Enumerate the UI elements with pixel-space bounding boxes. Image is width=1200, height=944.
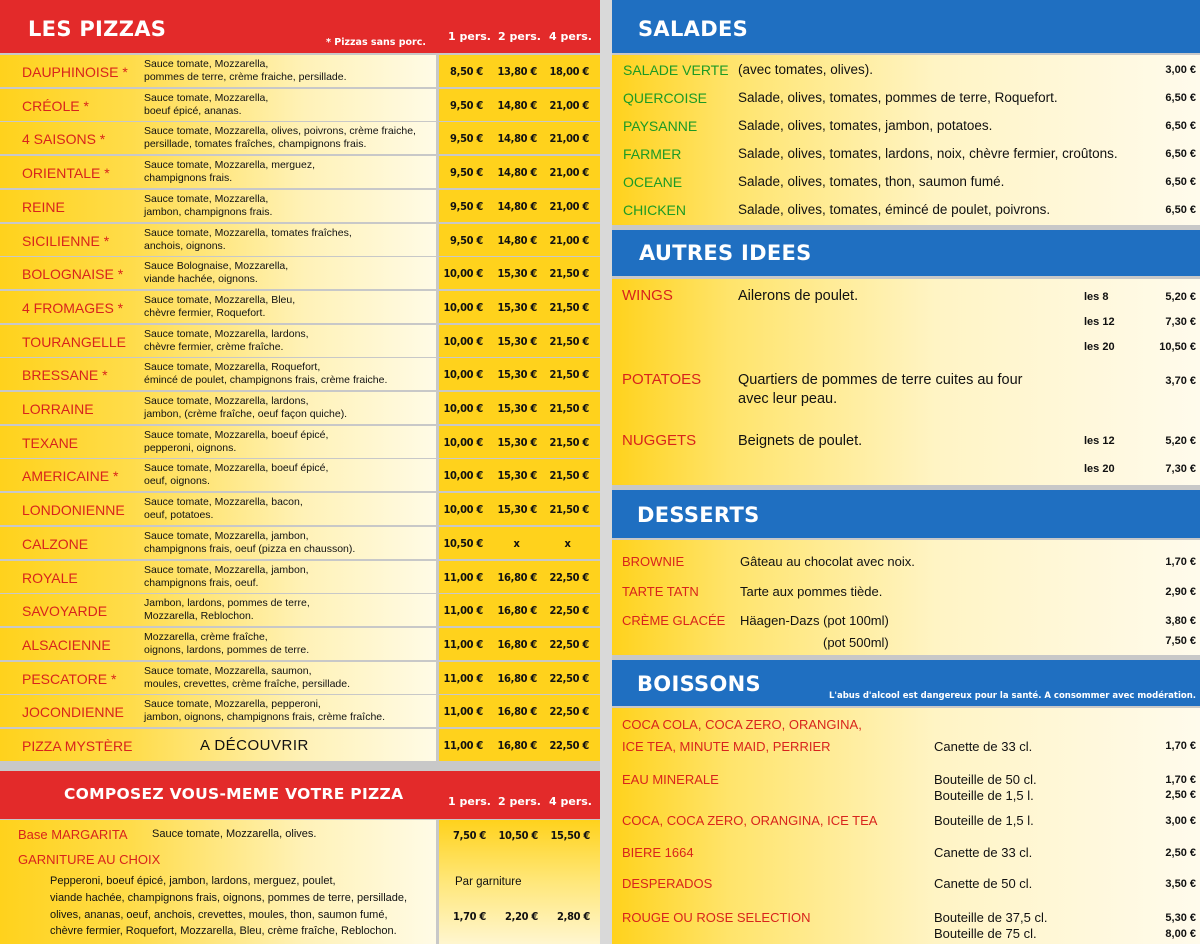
pizza-name: SICILIENNE *	[22, 233, 110, 249]
price-4-pers: 22,50 €	[549, 672, 589, 685]
base-desc: Sauce tomate, Mozzarella, olives.	[152, 828, 317, 840]
price-2-pers: 14,80 €	[497, 99, 537, 112]
pizza-desc-line-2: jambon, oignons, champignons frais, crème fraîche.	[144, 710, 386, 723]
price-1-pers: 10,00 €	[443, 469, 483, 482]
price-1-pers: 11,00 €	[443, 739, 483, 752]
coca15-desc: Bouteille de 1,5 l.	[934, 813, 1034, 828]
pizza-description	[144, 496, 303, 521]
pizza-desc-line-1: Sauce tomate, Mozzarella, saumon,	[144, 665, 312, 677]
pizza-row	[0, 291, 600, 323]
salad-name: FARMER	[623, 146, 682, 162]
pizza-description	[144, 530, 355, 555]
pizza-description	[144, 564, 309, 589]
pizza-name: 4 SAISONS *	[22, 131, 106, 147]
desserts-title: DESSERTS	[637, 503, 760, 527]
eau-price-1: 1,70 €	[1165, 774, 1196, 786]
price-1-pers: 10,00 €	[443, 335, 483, 348]
pizza-desc-line-1: Mozzarella, crème fraîche,	[144, 631, 268, 643]
pizza-desc-line-1: Sauce tomate, Mozzarella, pepperoni,	[144, 698, 321, 710]
biere-desc: Canette de 33 cl.	[934, 845, 1033, 860]
eau-price-2: 2,50 €	[1165, 789, 1196, 801]
pizza-desc-line-1: Sauce tomate, Mozzarella, bacon,	[144, 496, 303, 508]
price-1-pers: 10,00 €	[443, 402, 483, 415]
salad-price: 3,00 €	[1165, 64, 1196, 76]
price-4-pers: 21,50 €	[549, 368, 589, 381]
base-price-1: 7,50 €	[453, 829, 486, 842]
vin-name: ROUGE OU ROSE SELECTION	[622, 910, 811, 925]
price-1-pers: 9,50 €	[450, 234, 483, 247]
pizza-description	[144, 597, 310, 622]
wings-name: WINGS	[622, 287, 673, 304]
pizza-row	[0, 55, 600, 87]
coca-price: 1,70 €	[1165, 740, 1196, 752]
pizza-desc-line-2: boeuf épicé, ananas.	[144, 104, 242, 117]
compose-body	[0, 820, 436, 944]
alcohol-warning: L'abus d'alcool est dangereux pour la santé. A consommer avec modération.	[828, 691, 1196, 701]
salades-title: SALADES	[638, 17, 749, 41]
pizza-desc-line-2: chèvre fermier, crème fraîche.	[144, 340, 284, 353]
garniture-price-2: 2,20 €	[505, 910, 538, 923]
salad-price: 6,50 €	[1165, 176, 1196, 188]
pizza-desc-line-2: chèvre fermier, Roquefort.	[144, 306, 266, 319]
price-4-pers: 21,50 €	[549, 335, 589, 348]
column-divider	[600, 0, 612, 944]
pizza-name: TEXANE	[22, 435, 79, 451]
price-1-pers: 11,00 €	[443, 604, 483, 617]
price-2-pers: 13,80 €	[497, 65, 537, 78]
coca-name-2: ICE TEA, MINUTE MAID, PERRIER	[622, 739, 831, 754]
salad-desc: Salade, olives, tomates, lardons, noix, chèvre fermier, croûtons.	[738, 146, 1118, 161]
pizza-row	[0, 729, 600, 761]
pizza-row	[0, 358, 600, 390]
price-1-pers: 10,00 €	[443, 436, 483, 449]
pizza-description	[144, 58, 347, 83]
pizza-row	[0, 628, 600, 660]
price-2-pers: 15,30 €	[497, 469, 537, 482]
garniture-price-4: 2,80 €	[557, 910, 590, 923]
compose-col-2-pers: 2 pers.	[498, 795, 541, 808]
pizzas-header	[0, 0, 600, 53]
pizza-desc-line-1: Jambon, lardons, pommes de terre,	[144, 597, 310, 609]
pizza-desc-line-1: Sauce tomate, Mozzarella, jambon,	[144, 564, 309, 576]
salad-name: PAYSANNE	[623, 118, 698, 134]
salad-price: 6,50 €	[1165, 120, 1196, 132]
pizza-desc-line-1: Sauce tomate, Mozzarella, lardons,	[144, 328, 309, 340]
pizza-description	[144, 631, 309, 656]
pizza-desc-line-2: pommes de terre, crème fraiche, persillade.	[144, 70, 347, 83]
wings-qty-20: les 20	[1084, 341, 1115, 353]
pizza-name: CALZONE	[22, 536, 89, 552]
pizza-row	[0, 662, 600, 694]
pizza-description	[144, 665, 350, 690]
pizza-name: PESCATORE *	[22, 671, 117, 687]
pizza-name: ORIENTALE *	[22, 165, 110, 181]
pizza-name: ALSACIENNE	[22, 637, 111, 653]
pizza-name: LORRAINE	[22, 401, 94, 417]
pizza-name: REINE	[22, 199, 65, 215]
coca15-price: 3,00 €	[1165, 815, 1196, 827]
desperados-desc: Canette de 50 cl.	[934, 876, 1033, 891]
price-4-pers: x	[564, 537, 571, 550]
garniture-line: chèvre fermier, Roquefort, Mozzarella, Bleu, crème fraîche, Reblochon.	[50, 925, 397, 937]
price-2-pers: 16,80 €	[497, 571, 537, 584]
wings-price-8: 5,20 €	[1165, 291, 1196, 303]
pizza-description	[144, 328, 309, 353]
pizza-row	[0, 224, 600, 256]
pizza-desc-line-2: oeuf, potatoes.	[144, 508, 214, 521]
pizza-name: AMERICAINE *	[22, 468, 119, 484]
price-2-pers: 14,80 €	[497, 166, 537, 179]
salades-header	[612, 0, 1200, 53]
pizza-desc-line-2: oignons, lardons, pommes de terre.	[144, 643, 310, 656]
price-4-pers: 22,50 €	[549, 604, 589, 617]
price-2-pers: 16,80 €	[497, 705, 537, 718]
salad-price: 6,50 €	[1165, 148, 1196, 160]
col-2-pers: 2 pers.	[498, 30, 541, 43]
price-1-pers: 9,50 €	[450, 99, 483, 112]
price-2-pers: 15,30 €	[497, 335, 537, 348]
salad-desc: Salade, olives, tomates, thon, saumon fumé.	[738, 174, 1005, 189]
price-4-pers: 21,50 €	[549, 402, 589, 415]
pizza-desc-line-2: anchois, oignons.	[144, 239, 226, 252]
pizza-desc-line-2: jambon, (crème fraîche, oeuf façon quiche).	[144, 407, 348, 420]
tarte-desc: Tarte aux pommes tiède.	[740, 584, 883, 599]
potatoes-desc-1: Quartiers de pommes de terre cuites au four	[738, 372, 1023, 388]
desperados-price: 3,50 €	[1165, 878, 1196, 890]
salad-name: QUERCOISE	[623, 90, 708, 106]
tarte-name: TARTE TATN	[622, 584, 699, 599]
price-4-pers: 22,50 €	[549, 705, 589, 718]
pizza-row	[0, 392, 600, 424]
price-4-pers: 21,50 €	[549, 503, 589, 516]
glace-price-2: 7,50 €	[1165, 635, 1196, 647]
salades-panel	[612, 55, 1200, 225]
price-2-pers: 16,80 €	[497, 739, 537, 752]
pizza-desc-line-2: persillade, tomates fraîches, champignons frais.	[144, 137, 367, 150]
price-2-pers: 14,80 €	[497, 132, 537, 145]
price-1-pers: 11,00 €	[443, 672, 483, 685]
garniture-line: viande hachée, champignons frais, oignons, pommes de terre, persillade,	[50, 892, 408, 904]
pizza-description	[144, 92, 268, 117]
pizza-name: BOLOGNAISE *	[22, 266, 124, 282]
pizza-desc-line-1: Sauce tomate, Mozzarella, boeuf épicé,	[144, 429, 329, 441]
pizza-desc-line-1: Sauce tomate, Mozzarella, lardons,	[144, 395, 309, 407]
pizza-desc-line-2: viande hachée, oignons.	[144, 272, 258, 285]
pizza-description	[144, 395, 347, 420]
pizza-name: TOURANGELLE	[22, 334, 126, 350]
pizza-description	[144, 698, 385, 723]
price-2-pers: 15,30 €	[497, 368, 537, 381]
pizza-desc-line-1: Sauce tomate, Mozzarella, Bleu,	[144, 294, 296, 306]
price-1-pers: 11,00 €	[443, 705, 483, 718]
base-price-2: 10,50 €	[498, 829, 538, 842]
glace-name: CRÈME GLACÉE	[622, 613, 726, 628]
pizza-desc-line-1: Sauce Bolognaise, Mozzarella,	[144, 260, 289, 272]
eau-name: EAU MINERALE	[622, 772, 719, 787]
desserts-panel	[612, 540, 1200, 655]
price-4-pers: 21,00 €	[549, 99, 589, 112]
pizza-row	[0, 89, 600, 121]
price-1-pers: 9,50 €	[450, 200, 483, 213]
salad-name: CHICKEN	[623, 202, 687, 218]
price-4-pers: 21,00 €	[549, 200, 589, 213]
pizza-desc-line-1: Sauce tomate, Mozzarella,	[144, 92, 269, 104]
garniture-title: GARNITURE AU CHOIX	[18, 852, 161, 867]
pizza-desc-line-2: pepperoni, oignons.	[144, 441, 237, 454]
pizza-description	[144, 159, 315, 184]
pizza-row	[0, 426, 600, 458]
compose-prices	[439, 820, 600, 944]
garniture-line: Pepperoni, boeuf épicé, jambon, lardons, merguez, poulet,	[50, 875, 336, 887]
biere-name: BIERE 1664	[622, 845, 694, 860]
price-1-pers: 11,00 €	[443, 571, 483, 584]
pizza-desc-line-1: Sauce tomate, Mozzarella,	[144, 58, 269, 70]
price-4-pers: 21,50 €	[549, 267, 589, 280]
pizza-desc-line-1: Sauce tomate, Mozzarella, tomates fraîches,	[144, 227, 352, 239]
nuggets-qty-12: les 12	[1084, 435, 1115, 447]
salad-price: 6,50 €	[1165, 92, 1196, 104]
pizza-name: PIZZA MYSTÈRE	[22, 738, 133, 754]
price-1-pers: 10,00 €	[443, 368, 483, 381]
salad-name: SALADE VERTE	[623, 62, 729, 78]
pizza-name: BRESSANE *	[22, 367, 108, 383]
pizza-discover: A DÉCOUVRIR	[200, 737, 309, 754]
desperados-name: DESPERADOS	[622, 876, 713, 891]
wings-desc: Ailerons de poulet.	[738, 288, 859, 304]
coca-name-1: COCA COLA, COCA ZERO, ORANGINA,	[622, 717, 862, 732]
pizza-row	[0, 561, 600, 593]
compose-title: COMPOSEZ VOUS-MEME VOTRE PIZZA	[64, 785, 404, 803]
pizza-row	[0, 459, 600, 491]
pizza-name: 4 FROMAGES *	[22, 300, 124, 316]
wings-price-20: 10,50 €	[1159, 341, 1196, 353]
brownie-name: BROWNIE	[622, 554, 685, 569]
garniture-price-1: 1,70 €	[453, 910, 486, 923]
pizza-row	[0, 695, 600, 727]
price-4-pers: 18,00 €	[549, 65, 589, 78]
nuggets-name: NUGGETS	[622, 432, 697, 449]
pizza-description	[144, 193, 272, 218]
brownie-price: 1,70 €	[1165, 556, 1196, 568]
pizza-name: ROYALE	[22, 570, 78, 586]
brownie-desc: Gâteau au chocolat avec noix.	[740, 554, 915, 569]
price-1-pers: 9,50 €	[450, 132, 483, 145]
pizza-description	[144, 462, 328, 487]
price-4-pers: 22,50 €	[549, 739, 589, 752]
pizza-desc-line-2: Mozzarella, Reblochon.	[144, 609, 254, 622]
pizza-name: DAUPHINOISE *	[22, 64, 128, 80]
compose-col-1-pers: 1 pers.	[448, 795, 491, 808]
pizza-row	[0, 257, 600, 289]
potatoes-name: POTATOES	[622, 371, 702, 388]
pizza-row	[0, 527, 600, 559]
price-2-pers: 16,80 €	[497, 604, 537, 617]
price-1-pers: 10,00 €	[443, 267, 483, 280]
price-2-pers: 15,30 €	[497, 402, 537, 415]
pizza-description	[144, 294, 295, 319]
price-4-pers: 22,50 €	[549, 638, 589, 651]
pizza-desc-line-1: Sauce tomate, Mozzarella,	[144, 193, 269, 205]
pizza-description	[144, 260, 288, 285]
base-price-4: 15,50 €	[550, 829, 590, 842]
price-1-pers: 9,50 €	[450, 166, 483, 179]
potatoes-desc-2: avec leur peau.	[738, 391, 838, 407]
price-4-pers: 21,00 €	[549, 234, 589, 247]
boissons-title: BOISSONS	[637, 672, 761, 696]
wings-price-12: 7,30 €	[1165, 316, 1196, 328]
price-4-pers: 21,50 €	[549, 301, 589, 314]
boissons-panel	[612, 708, 1200, 944]
pizza-desc-line-1: Sauce tomate, Mozzarella, Roquefort,	[144, 361, 321, 373]
salad-desc: Salade, olives, tomates, pommes de terre, Roquefort.	[738, 90, 1058, 105]
price-1-pers: 8,50 €	[450, 65, 483, 78]
pizza-row	[0, 122, 600, 154]
pizza-row	[0, 493, 600, 525]
nuggets-desc: Beignets de poulet.	[738, 433, 863, 449]
pizza-description	[144, 227, 352, 252]
price-2-pers: 14,80 €	[497, 234, 537, 247]
price-2-pers: 15,30 €	[497, 301, 537, 314]
coca15-name: COCA, COCA ZERO, ORANGINA, ICE TEA	[622, 813, 878, 828]
pizza-desc-line-1: Sauce tomate, Mozzarella, boeuf épicé,	[144, 462, 329, 474]
price-4-pers: 22,50 €	[549, 571, 589, 584]
pizza-description	[144, 125, 416, 150]
autres-panel	[612, 279, 1200, 485]
pizza-desc-line-2: champignons frais.	[144, 171, 233, 184]
autres-title: AUTRES IDEES	[639, 241, 812, 265]
pizza-desc-line-2: jambon, champignons frais.	[144, 205, 273, 218]
vin-desc-1: Bouteille de 37,5 cl.	[934, 910, 1048, 925]
price-2-pers: 15,30 €	[497, 436, 537, 449]
wings-qty-12: les 12	[1084, 316, 1115, 328]
pizza-desc-line-1: Sauce tomate, Mozzarella, merguez,	[144, 159, 315, 171]
pizza-desc-line-2: oeuf, oignons.	[144, 474, 210, 487]
glace-desc-2: (pot 500ml)	[823, 635, 889, 650]
pizza-name: CRÉOLE *	[22, 98, 89, 114]
pizza-name: LONDONIENNE	[22, 502, 125, 518]
eau-desc-2: Bouteille de 1,5 l.	[934, 788, 1034, 803]
price-2-pers: 15,30 €	[497, 267, 537, 280]
salad-desc: Salade, olives, tomates, jambon, potatoes.	[738, 118, 993, 133]
pizza-row	[0, 594, 600, 626]
right-column	[612, 0, 1200, 944]
boissons-header	[612, 660, 1200, 706]
pizza-desc-line-2: émincé de poulet, champignons frais, crème fraiche.	[144, 373, 388, 386]
biere-price: 2,50 €	[1165, 847, 1196, 859]
vin-price-1: 5,30 €	[1165, 912, 1196, 924]
pizza-desc-line-1: Sauce tomate, Mozzarella, olives, poivrons, crème fraiche,	[144, 125, 416, 137]
price-1-pers: 10,00 €	[443, 503, 483, 516]
col-1-pers: 1 pers.	[448, 30, 491, 43]
salad-name: OCEANE	[623, 174, 683, 190]
pizza-desc-line-2: moules, crevettes, crème fraîche, persillade.	[144, 677, 351, 690]
salad-price: 6,50 €	[1165, 204, 1196, 216]
price-4-pers: 21,50 €	[549, 436, 589, 449]
price-1-pers: 10,50 €	[443, 537, 483, 550]
price-1-pers: 10,00 €	[443, 301, 483, 314]
nuggets-qty-20: les 20	[1084, 463, 1115, 475]
desserts-header	[612, 490, 1200, 538]
compose-header	[0, 771, 600, 819]
pizza-desc-line-2: champignons frais, oeuf (pizza en chausson).	[144, 542, 356, 555]
pizza-row	[0, 325, 600, 357]
wings-qty-8: les 8	[1084, 291, 1109, 303]
vin-price-2: 8,00 €	[1165, 928, 1196, 940]
price-4-pers: 21,50 €	[549, 469, 589, 482]
autres-header	[612, 230, 1200, 276]
garniture-line: olives, ananas, oeuf, anchois, crevettes, moules, thon, saumon fumé,	[50, 909, 388, 921]
salad-desc: (avec tomates, olives).	[738, 62, 874, 77]
glace-desc-1: Häagen-Dazs (pot 100ml)	[740, 613, 889, 628]
price-4-pers: 21,00 €	[549, 132, 589, 145]
salad-desc: Salade, olives, tomates, émincé de poulet, poivrons.	[738, 202, 1051, 217]
price-1-pers: 11,00 €	[443, 638, 483, 651]
pizza-row	[0, 190, 600, 222]
pizza-name: JOCONDIENNE	[22, 704, 124, 720]
price-2-pers: 15,30 €	[497, 503, 537, 516]
nuggets-price-20: 7,30 €	[1165, 463, 1196, 475]
pork-note: * Pizzas sans porc.	[326, 37, 426, 48]
nuggets-price-12: 5,20 €	[1165, 435, 1196, 447]
eau-desc-1: Bouteille de 50 cl.	[934, 772, 1037, 787]
pizza-description	[144, 429, 328, 454]
price-2-pers: 14,80 €	[497, 200, 537, 213]
pizza-name: SAVOYARDE	[22, 603, 108, 619]
price-2-pers: 16,80 €	[497, 638, 537, 651]
coca-desc: Canette de 33 cl.	[934, 739, 1033, 754]
pizzas-title: LES PIZZAS	[28, 17, 167, 41]
potatoes-price: 3,70 €	[1165, 375, 1196, 387]
tarte-price: 2,90 €	[1165, 586, 1196, 598]
compose-col-4-pers: 4 pers.	[549, 795, 592, 808]
pizza-desc-line-1: Sauce tomate, Mozzarella, jambon,	[144, 530, 309, 542]
price-4-pers: 21,00 €	[549, 166, 589, 179]
base-name: Base MARGARITA	[18, 827, 128, 842]
vin-desc-2: Bouteille de 75 cl.	[934, 926, 1037, 941]
price-2-pers: 16,80 €	[497, 672, 537, 685]
price-2-pers: x	[513, 537, 520, 550]
par-garniture-label: Par garniture	[455, 876, 522, 888]
glace-price-1: 3,80 €	[1165, 615, 1196, 627]
pizza-description	[144, 361, 387, 386]
pizza-row	[0, 156, 600, 188]
pizza-desc-line-2: champignons frais, oeuf.	[144, 576, 259, 589]
col-4-pers: 4 pers.	[549, 30, 592, 43]
